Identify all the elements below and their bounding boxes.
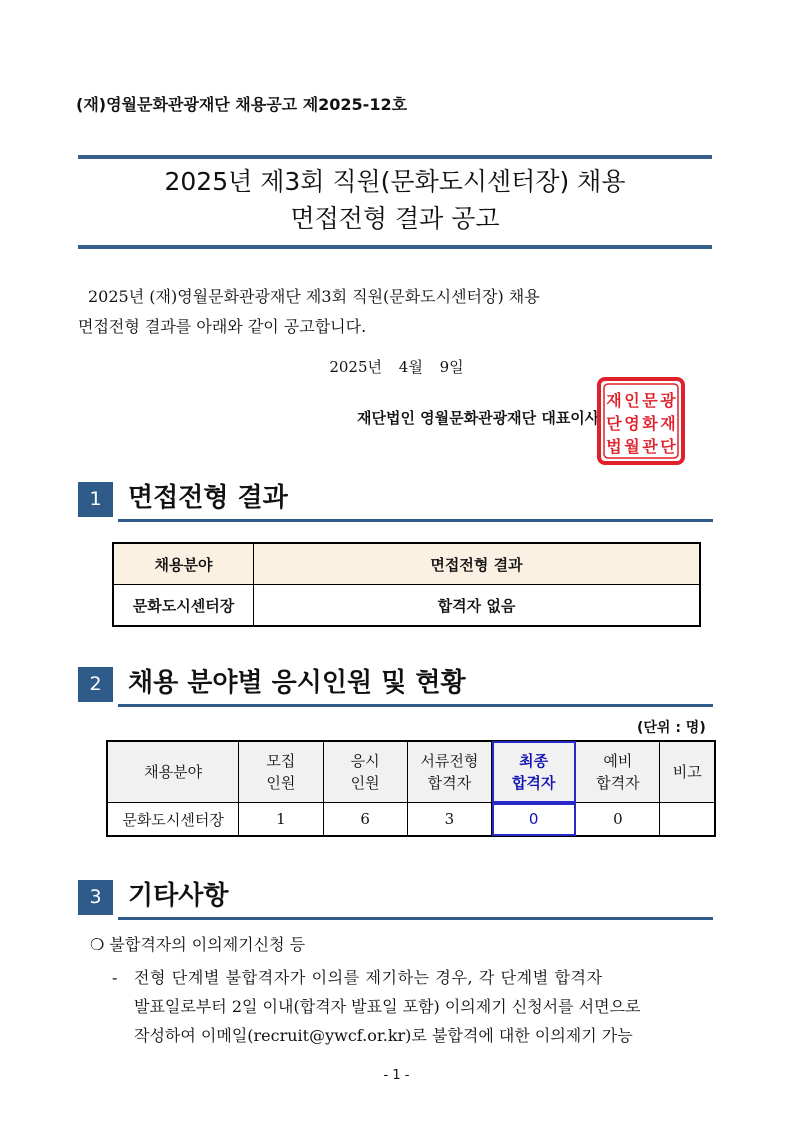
notes-bullet: ❍ 불합격자의 이의제기신청 등 [90,935,306,954]
seal-character: 재 [606,391,622,410]
section-2-title: 채용 분야별 응시인원 및 현황 [128,668,466,698]
seal-character: 월 [624,437,640,456]
table-cell: 1 [239,803,323,837]
section-2-heading [78,667,713,703]
table-cell: 0 [492,803,576,837]
table-cell: 3 [407,803,491,837]
date-year: 2025년 [329,358,382,376]
seal-character: 영 [624,414,640,433]
table-header-line: 채용분야 [144,763,203,781]
table-header [576,741,660,803]
intro-line-1: 2025년 (재)영월문화관광재단 제3회 직원(문화도시센터장) 채용 [88,287,540,306]
section-2-number: 2 [78,667,113,702]
table-header [239,741,323,803]
seal-character: 광 [660,391,676,410]
seal-character: 재 [660,414,676,433]
seal-character: 관 [642,437,658,456]
table-header-line: 서류전형 [420,752,479,770]
other-notes [90,932,730,1050]
table-cell: 0 [576,803,660,837]
section-3-heading [78,880,713,916]
table-header-line: 합격자 [596,774,640,792]
unit-label: (단위 : 명) [637,720,706,736]
notes-line: 작성하여 이메일(recruit@ywcf.or.kr)로 불합격에 대한 이의제기 가능 [134,1026,633,1045]
table-header: 면접전형 결과 [254,543,701,585]
table-header-line: 모집 [266,752,296,770]
table-header-line: 예비 [603,752,633,770]
table-header [492,741,576,803]
table-header [107,741,239,803]
table-cell: 문화도시센터장 [113,585,254,627]
table-header [660,741,715,803]
table-cell: 문화도시센터장 [107,803,239,837]
seal-character: 법 [606,437,622,456]
section-3-title: 기타사항 [128,881,229,911]
interview-result-table [112,542,701,627]
table-cell: 합격자 없음 [254,585,701,627]
table-cell [660,803,715,837]
section-3-underline [118,917,713,920]
table-header-line: 합격자 [427,774,472,792]
seal-character: 인 [624,391,640,410]
issuer-name: 재단법인 영월문화관광재단 대표이사 [357,409,600,427]
section-1-heading [78,482,713,518]
section-1-title: 면접전형 결과 [128,483,288,513]
date-month: 4월 [398,358,423,376]
section-2-underline [118,704,713,707]
notes-line: 발표일로부터 2일 이내(합격자 발표일 포함) 이의제기 신청서를 서면으로 [134,997,641,1016]
table-header [407,741,491,803]
seal-character: 단 [660,437,676,456]
table-header [323,741,407,803]
applicant-status-table [106,740,716,837]
page-number: - 1 - [383,1068,410,1083]
table-header-line: 인원 [266,774,296,792]
intro-line-2: 면접전형 결과를 아래와 같이 공고합니다. [78,317,367,336]
table-header: 채용분야 [113,543,254,585]
official-seal-stamp [596,376,686,466]
table-cell: 6 [323,803,407,837]
notes-line: 전형 단계별 불합격자가 이의를 제기하는 경우, 각 단계별 합격자 [134,968,603,987]
table-header-line: 응시 [350,752,380,770]
document-title [78,155,712,249]
notice-number: (재)영월문화관광재단 채용공고 제2025-12호 [76,95,408,114]
notes-dash-item [90,963,730,1050]
issue-date [0,356,793,377]
table-header-line: 합격자 [511,774,556,792]
date-day: 9일 [439,358,464,376]
seal-character: 문 [642,391,658,410]
section-1-number: 1 [78,482,113,517]
title-line-1: 2025년 제3회 직원(문화도시센터장) 채용 [164,167,626,196]
table-header-line: 비고 [672,763,702,781]
table-header-line: 최종 [519,752,549,770]
dash-mark: - [112,968,118,987]
title-line-2: 면접전형 결과 공고 [290,204,500,233]
intro-paragraph [78,282,718,342]
seal-character: 화 [642,414,658,433]
seal-character: 단 [606,414,622,433]
section-1-underline [118,519,713,522]
section-3-number: 3 [78,880,113,915]
table-header-line: 인원 [350,774,380,792]
